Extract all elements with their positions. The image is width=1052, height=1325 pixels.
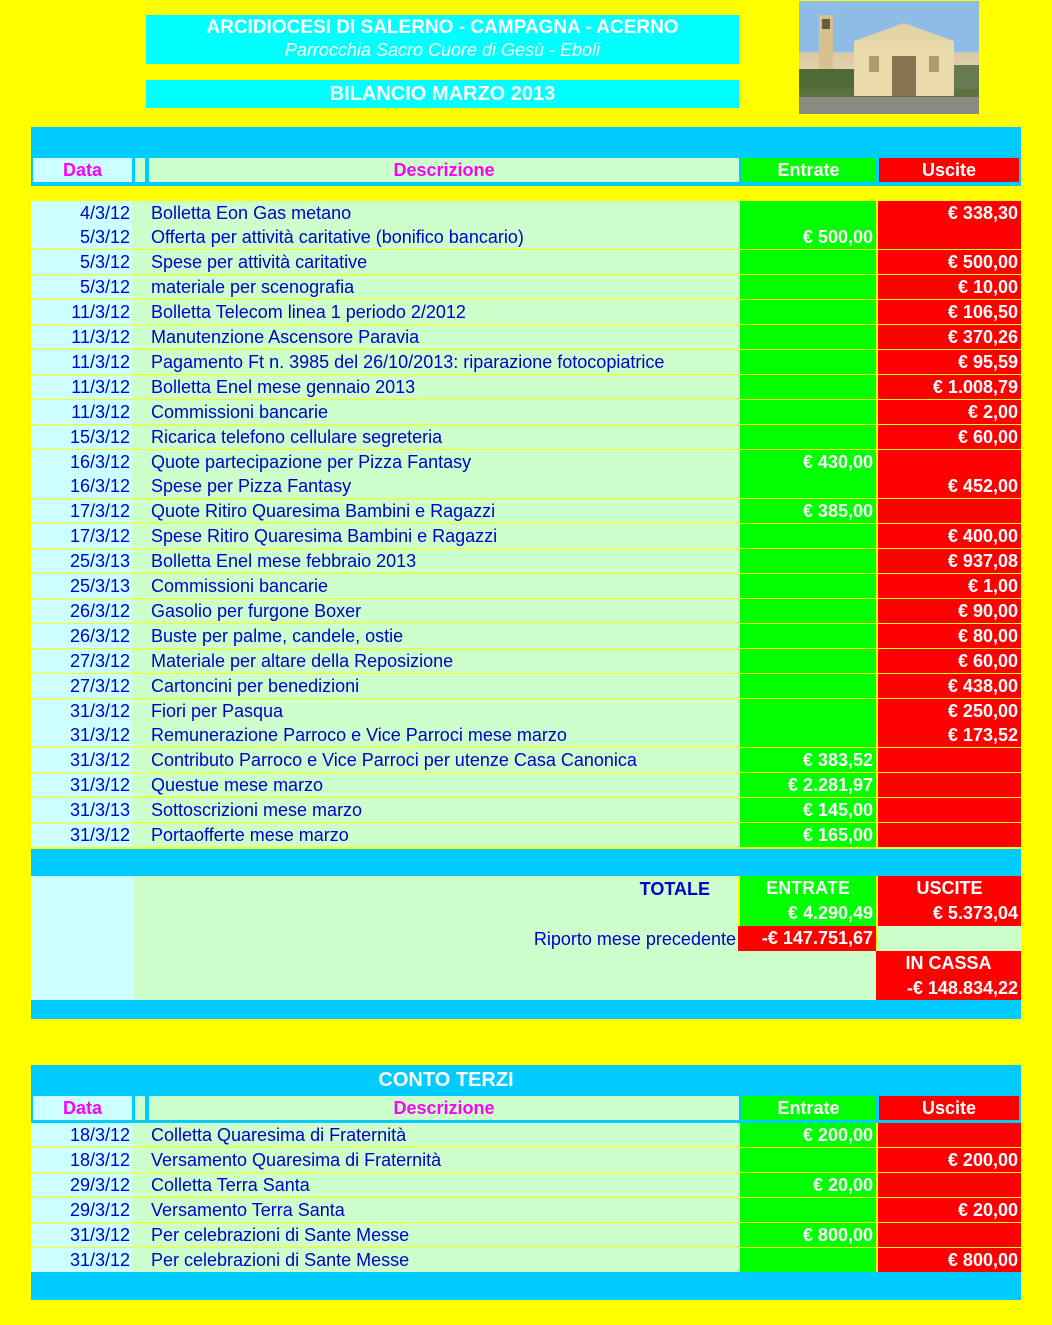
row-gap (132, 375, 148, 399)
carry-value: -€ 147.751,67 (738, 926, 876, 951)
third-party-header-expense: Uscite (879, 1096, 1019, 1120)
column-header-gap (135, 158, 145, 182)
row-gap (132, 748, 148, 772)
cash-left-pad (738, 951, 876, 1000)
column-header-date: Data (33, 158, 132, 182)
row-expense: € 60,00 (878, 649, 1021, 673)
table-row (31, 450, 1021, 475)
row-gap (132, 1198, 148, 1222)
row-description: Bolletta Enel mese gennaio 2013 (148, 375, 740, 399)
row-expense: € 173,52 (878, 723, 1021, 747)
row-description: Fiori per Pasqua (148, 699, 740, 723)
row-description: Materiale per altare della Reposizione (148, 649, 740, 673)
row-description: Spese per Pizza Fantasy (148, 474, 740, 498)
row-income (740, 250, 876, 274)
row-gap (132, 674, 148, 698)
row-description: Contributo Parroco e Vice Parroci per utenze Casa Canonica (148, 748, 740, 772)
row-income (740, 1248, 876, 1272)
total-label: TOTALE (639, 879, 710, 899)
totals-left-pad (31, 876, 133, 1000)
row-date: 31/3/12 (31, 723, 132, 747)
carry-label: Riporto mese precedente (533, 929, 736, 949)
row-date: 18/3/12 (31, 1148, 132, 1172)
row-income: € 383,52 (740, 748, 876, 772)
totals-bottom-band (31, 1000, 1021, 1019)
column-header-description: Descrizione (149, 158, 739, 182)
table-row (31, 748, 1021, 773)
row-date: 16/3/12 (31, 474, 132, 498)
table-row (31, 400, 1021, 425)
row-date: 31/3/12 (31, 699, 132, 723)
row-income (740, 524, 876, 548)
row-date: 17/3/12 (31, 499, 132, 523)
row-income (740, 574, 876, 598)
table-row (31, 574, 1021, 599)
table-row (31, 649, 1021, 674)
row-date: 31/3/12 (31, 1248, 132, 1272)
row-expense: € 200,00 (878, 1148, 1021, 1172)
table-row (31, 624, 1021, 649)
table-row (31, 300, 1021, 325)
row-expense (878, 1123, 1021, 1147)
row-date: 4/3/12 (31, 201, 132, 225)
row-expense: € 400,00 (878, 524, 1021, 548)
row-gap (132, 1223, 148, 1247)
table-row (31, 773, 1021, 798)
table-row (31, 375, 1021, 400)
row-income (740, 699, 876, 723)
table-row (31, 1223, 1021, 1248)
row-gap (132, 425, 148, 449)
row-gap (132, 823, 148, 847)
column-header-income: Entrate (742, 158, 875, 182)
row-description: Bolletta Eon Gas metano (148, 201, 740, 225)
row-expense: € 937,08 (878, 549, 1021, 573)
table-row (31, 674, 1021, 699)
row-gap (132, 723, 148, 747)
table-row (31, 723, 1021, 748)
row-description: Quote partecipazione per Pizza Fantasy (148, 450, 740, 474)
row-date: 25/3/13 (31, 574, 132, 598)
row-expense: € 106,50 (878, 300, 1021, 324)
row-income: € 2.281,97 (740, 773, 876, 797)
row-expense (878, 748, 1021, 772)
row-description: Versamento Quaresima di Fraternità (148, 1148, 740, 1172)
third-party-header-gap (135, 1096, 145, 1120)
total-income-value: € 4.290,49 (740, 901, 876, 926)
row-income (740, 649, 876, 673)
row-income (740, 1198, 876, 1222)
table-row (31, 325, 1021, 350)
row-income (740, 474, 876, 498)
row-expense (878, 798, 1021, 822)
report-title: BILANCIO MARZO 2013 (329, 83, 556, 105)
row-description: Buste per palme, candele, ostie (148, 624, 740, 648)
row-income (740, 201, 876, 225)
row-income (740, 325, 876, 349)
table-row (31, 201, 1021, 226)
row-income: € 145,00 (740, 798, 876, 822)
row-expense: € 90,00 (878, 599, 1021, 623)
row-gap (132, 649, 148, 673)
row-description: Commissioni bancarie (148, 400, 740, 424)
row-date: 26/3/12 (31, 599, 132, 623)
diocese-title: ARCIDIOCESI DI SALERNO - CAMPAGNA - ACERNO (206, 17, 679, 38)
row-date: 11/3/12 (31, 300, 132, 324)
row-gap (132, 1148, 148, 1172)
row-date: 31/3/12 (31, 823, 132, 847)
row-income (740, 624, 876, 648)
row-description: Sottoscrizioni mese marzo (148, 798, 740, 822)
row-income (740, 1148, 876, 1172)
row-gap (132, 1248, 148, 1272)
row-gap (132, 549, 148, 573)
carry-right-pad (878, 926, 1021, 951)
row-date: 31/3/12 (31, 773, 132, 797)
row-gap (132, 599, 148, 623)
row-gap (132, 225, 148, 249)
row-gap (132, 400, 148, 424)
row-date: 31/3/12 (31, 1223, 132, 1247)
row-gap (132, 773, 148, 797)
row-description: Per celebrazioni di Sante Messe (148, 1248, 740, 1272)
table-row (31, 1198, 1021, 1223)
row-income (740, 674, 876, 698)
row-income (740, 723, 876, 747)
row-income: € 200,00 (740, 1123, 876, 1147)
row-expense: € 438,00 (878, 674, 1021, 698)
row-date: 29/3/12 (31, 1198, 132, 1222)
row-description: Offerta per attività caritative (bonifico bancario) (148, 225, 740, 249)
row-date: 11/3/12 (31, 400, 132, 424)
row-date: 27/3/12 (31, 649, 132, 673)
row-description: Versamento Terra Santa (148, 1198, 740, 1222)
row-expense: € 20,00 (878, 1198, 1021, 1222)
row-date: 16/3/12 (31, 450, 132, 474)
row-expense: € 1,00 (878, 574, 1021, 598)
table-row (31, 699, 1021, 724)
row-income (740, 275, 876, 299)
row-gap (132, 201, 148, 225)
row-income: € 385,00 (740, 499, 876, 523)
row-income: € 430,00 (740, 450, 876, 474)
table-row (31, 499, 1021, 524)
row-gap (132, 450, 148, 474)
table-row (31, 425, 1021, 450)
row-expense: € 95,59 (878, 350, 1021, 374)
total-expense-value: € 5.373,04 (878, 901, 1021, 926)
row-description: Bolletta Enel mese febbraio 2013 (148, 549, 740, 573)
table-row (31, 1173, 1021, 1198)
row-expense: € 10,00 (878, 275, 1021, 299)
row-income (740, 425, 876, 449)
row-expense (878, 225, 1021, 249)
row-income: € 800,00 (740, 1223, 876, 1247)
row-income (740, 599, 876, 623)
table-top-band (31, 127, 1021, 155)
row-date: 31/3/13 (31, 798, 132, 822)
table-row (31, 599, 1021, 624)
row-expense: € 250,00 (878, 699, 1021, 723)
row-income (740, 350, 876, 374)
row-expense: € 452,00 (878, 474, 1021, 498)
table-row (31, 474, 1021, 499)
row-gap (132, 798, 148, 822)
row-expense (878, 823, 1021, 847)
row-description: Colletta Terra Santa (148, 1173, 740, 1197)
row-expense: € 80,00 (878, 624, 1021, 648)
row-expense (878, 1173, 1021, 1197)
row-expense: € 800,00 (878, 1248, 1021, 1272)
row-gap (132, 275, 148, 299)
row-description: Manutenzione Ascensore Paravia (148, 325, 740, 349)
table-row (31, 350, 1021, 375)
cash-label: IN CASSA (876, 951, 1021, 976)
table-row (31, 275, 1021, 300)
table-row (31, 225, 1021, 250)
row-gap (132, 1173, 148, 1197)
row-expense: € 60,00 (878, 425, 1021, 449)
table-row (31, 1123, 1021, 1148)
row-description: Quote Ritiro Quaresima Bambini e Ragazzi (148, 499, 740, 523)
table-row (31, 524, 1021, 549)
row-expense: € 2,00 (878, 400, 1021, 424)
row-description: Commissioni bancarie (148, 574, 740, 598)
row-description: Per celebrazioni di Sante Messe (148, 1223, 740, 1247)
report-title-box (146, 80, 739, 108)
row-gap (132, 699, 148, 723)
row-gap (132, 300, 148, 324)
church-photo (799, 1, 979, 114)
header-box (146, 15, 739, 64)
row-expense: € 370,26 (878, 325, 1021, 349)
row-gap (132, 1123, 148, 1147)
row-date: 5/3/12 (31, 225, 132, 249)
row-date: 31/3/12 (31, 748, 132, 772)
row-description: Questue mese marzo (148, 773, 740, 797)
table-row (31, 798, 1021, 823)
row-expense: € 500,00 (878, 250, 1021, 274)
row-gap (132, 474, 148, 498)
row-gap (132, 499, 148, 523)
row-expense (878, 773, 1021, 797)
row-gap (132, 350, 148, 374)
row-description: Cartoncini per benedizioni (148, 674, 740, 698)
third-party-header-description: Descrizione (149, 1096, 739, 1120)
third-party-title: CONTO TERZI (378, 1069, 514, 1091)
table-row (31, 250, 1021, 275)
row-date: 15/3/12 (31, 425, 132, 449)
table-row (31, 549, 1021, 574)
row-description: Remunerazione Parroco e Vice Parroci mese marzo (148, 723, 740, 747)
row-expense (878, 499, 1021, 523)
row-date: 29/3/12 (31, 1173, 132, 1197)
row-gap (132, 325, 148, 349)
church-illustration (799, 1, 979, 114)
table-row (31, 1248, 1021, 1273)
row-gap (132, 624, 148, 648)
row-description: Gasolio per furgone Boxer (148, 599, 740, 623)
row-income (740, 400, 876, 424)
row-income (740, 549, 876, 573)
row-income: € 165,00 (740, 823, 876, 847)
row-date: 25/3/13 (31, 549, 132, 573)
third-party-header-income: Entrate (742, 1096, 875, 1120)
parish-subtitle: Parrocchia Sacro Cuore di Gesù - Eboli (284, 40, 601, 60)
row-date: 11/3/12 (31, 375, 132, 399)
row-date: 5/3/12 (31, 275, 132, 299)
total-income-label: ENTRATE (740, 876, 876, 901)
row-description: Spese per attività caritative (148, 250, 740, 274)
rows-bottom-band (31, 849, 1021, 876)
cash-value: -€ 148.834,22 (876, 976, 1021, 1000)
third-party-header-date: Data (33, 1096, 132, 1120)
row-date: 27/3/12 (31, 674, 132, 698)
row-date: 11/3/12 (31, 325, 132, 349)
row-description: Pagamento Ft n. 3985 del 26/10/2013: riparazione fotocopiatrice (148, 350, 740, 374)
row-date: 18/3/12 (31, 1123, 132, 1147)
row-description: Colletta Quaresima di Fraternità (148, 1123, 740, 1147)
row-income (740, 375, 876, 399)
row-expense: € 338,30 (878, 201, 1021, 225)
row-expense (878, 450, 1021, 474)
row-income: € 20,00 (740, 1173, 876, 1197)
row-date: 17/3/12 (31, 524, 132, 548)
row-date: 26/3/12 (31, 624, 132, 648)
row-description: Bolletta Telecom linea 1 periodo 2/2012 (148, 300, 740, 324)
total-expense-label: USCITE (878, 876, 1021, 901)
row-gap (132, 524, 148, 548)
rows-spacer (31, 186, 1021, 200)
table-row (31, 823, 1021, 848)
column-header-expense: Uscite (879, 158, 1019, 182)
table-row (31, 1148, 1021, 1173)
row-date: 5/3/12 (31, 250, 132, 274)
row-description: Portaofferte mese marzo (148, 823, 740, 847)
row-income (740, 300, 876, 324)
row-gap (132, 250, 148, 274)
row-income: € 500,00 (740, 225, 876, 249)
row-description: Spese Ritiro Quaresima Bambini e Ragazzi (148, 524, 740, 548)
row-expense: € 1.008,79 (878, 375, 1021, 399)
row-expense (878, 1223, 1021, 1247)
row-date: 11/3/12 (31, 350, 132, 374)
row-gap (132, 574, 148, 598)
row-description: Ricarica telefono cellulare segreteria (148, 425, 740, 449)
third-party-bottom-band (31, 1272, 1021, 1300)
row-description: materiale per scenografia (148, 275, 740, 299)
